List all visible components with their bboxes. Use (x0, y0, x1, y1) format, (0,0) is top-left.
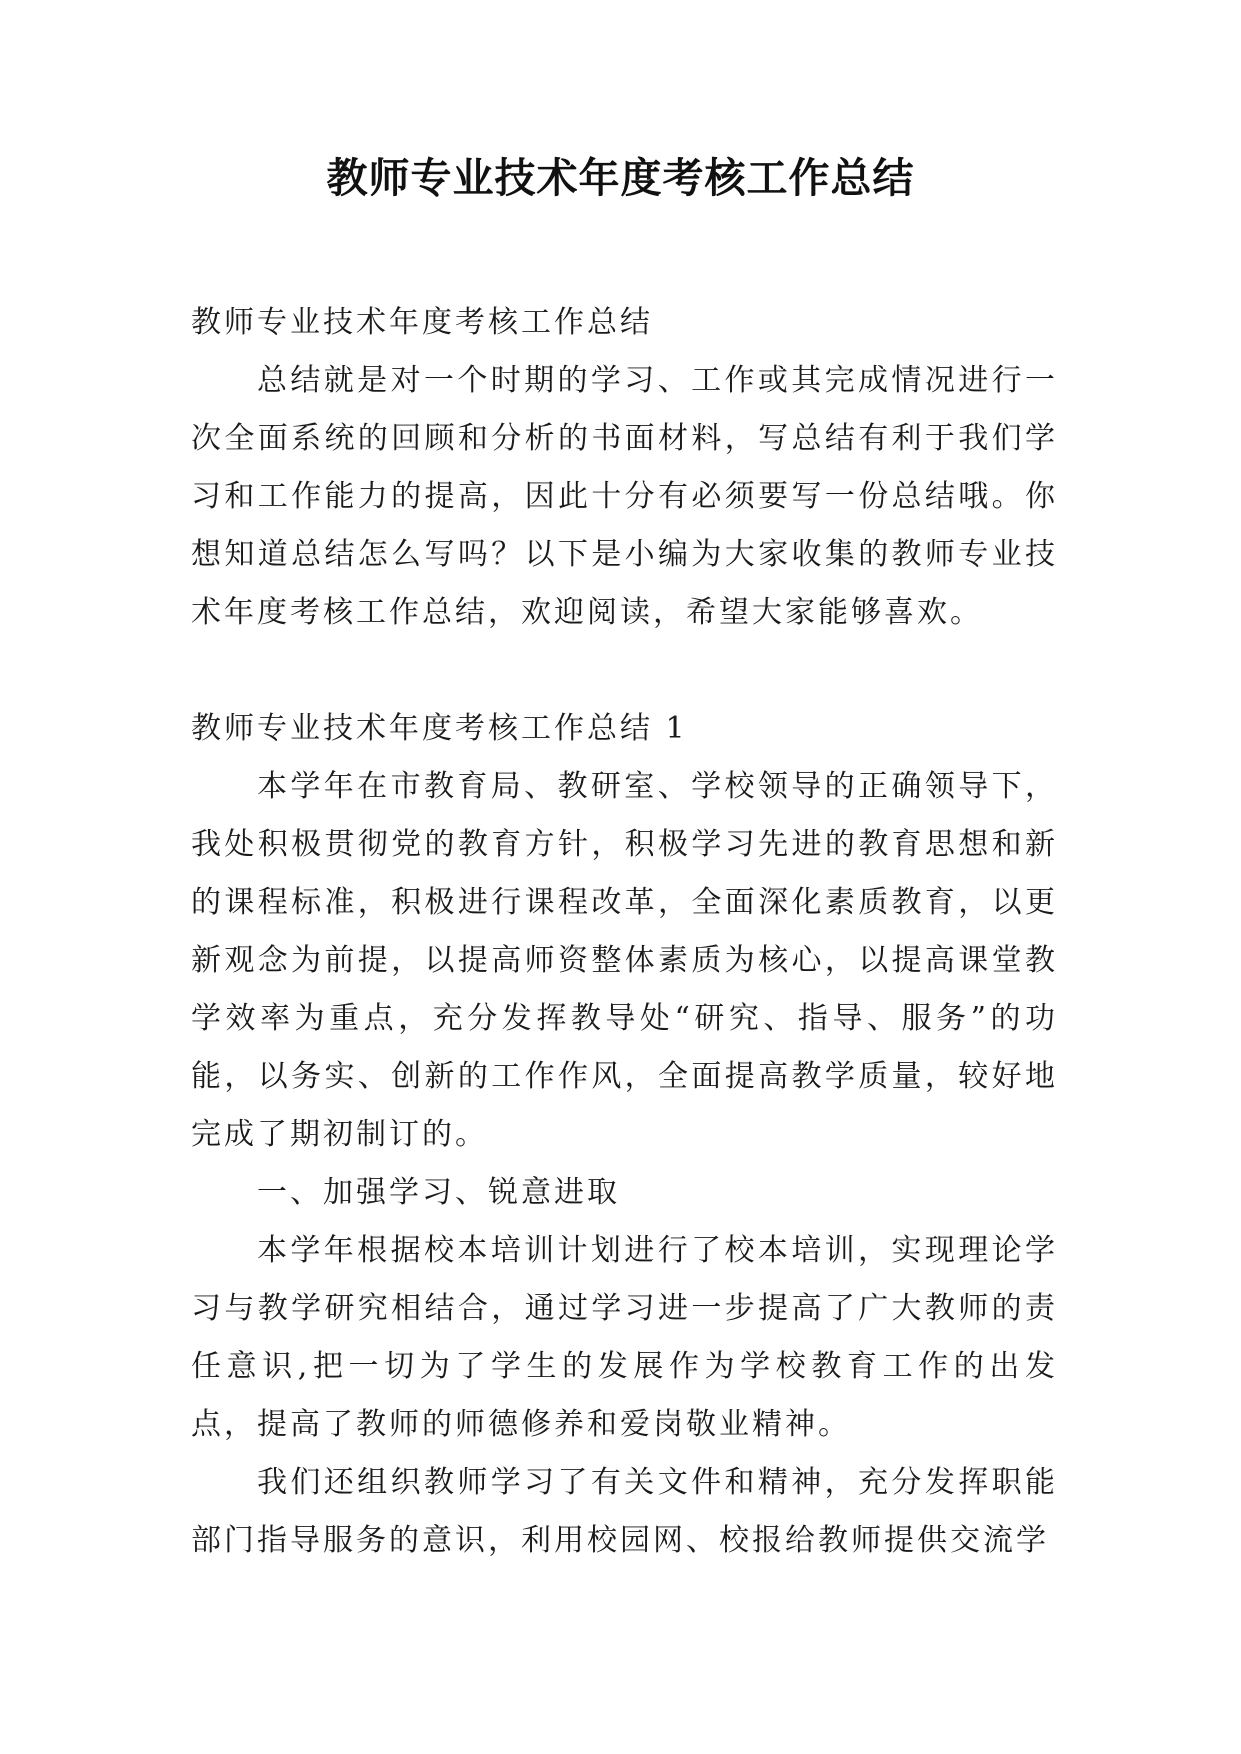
subsection-heading: 一、加强学习、锐意进取 (257, 1175, 620, 1210)
document-body (191, 294, 1058, 1570)
document-title: 教师专业技术年度考核工作总结 (326, 154, 915, 202)
section-spacer (191, 642, 1058, 700)
body-paragraph: 本学年根据校本培训计划进行了校本培训，实现理论学习与教学研究相结合，通过学习进一步提高了广大教师的责任意识,把一切为了学生的发展作为学校教育工作的出发点，提高了教师的师德修养和爱岗敬业精神。 (191, 1233, 1058, 1442)
intro-paragraph: 总结就是对一个时期的学习、工作或其完成情况进行一次全面系统的回顾和分析的书面材料，写总结有利于我们学习和工作能力的提高，因此十分有必须要写一份总结哦。你想知道总结怎么写吗？以下是小编为大家收集的教师专业技术年度考核工作总结，欢迎阅读，希望大家能够喜欢。 (191, 363, 1058, 630)
document-subtitle: 教师专业技术年度考核工作总结 (191, 305, 653, 340)
body-paragraph: 我们还组织教师学习了有关文件和精神，充分发挥职能部门指导服务的意识，利用校园网、校报给教师提供交流学 (191, 1465, 1058, 1558)
body-paragraph: 本学年在市教育局、教研室、学校领导的正确领导下，我处积极贯彻党的教育方针，积极学习先进的教育思想和新的课程标准，积极进行课程改革，全面深化素质教育，以更新观念为前提，以提高师资整体素质为核心，以提高课堂教学效率为重点，充分发挥教导处“研究、指导、服务”的功能，以务实、创新的工作作风，全面提高教学质量，较好地完成了期初制订的。 (191, 769, 1058, 1152)
section-heading: 教师专业技术年度考核工作总结 1 (191, 711, 688, 746)
